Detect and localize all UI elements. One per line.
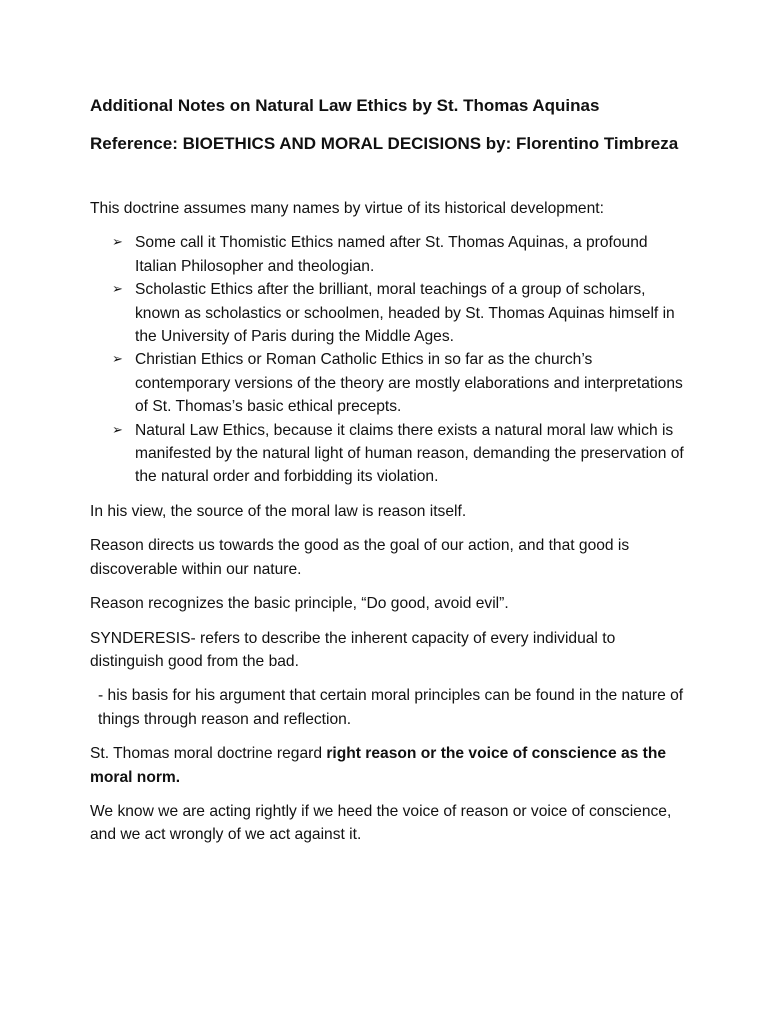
paragraph-reason-directs: Reason directs us towards the good as the goal of our action, and that good is discoverable within our nature. — [90, 537, 630, 578]
moral-norm-emphasis: right reason or the voice of conscience as the moral norm. — [90, 745, 667, 786]
list-item-text: Natural Law Ethics, because it claims there exists a natural moral law which is manifested by the natural light of human reason, demanding the preservation of the natural order and forbidding its violation. — [135, 421, 684, 486]
document-title: Additional Notes on Natural Law Ethics by St. Thomas Aquinas — [90, 96, 600, 115]
list-item — [90, 231, 690, 278]
intro-paragraph: This doctrine assumes many names by virtue of its historical development: — [90, 200, 604, 217]
arrow-bullet-icon: ➢ — [112, 422, 123, 438]
list-item — [90, 278, 690, 348]
names-list — [90, 231, 690, 488]
arrow-bullet-icon: ➢ — [112, 282, 123, 298]
list-item-text: Scholastic Ethics after the brilliant, moral teachings of a group of scholars, known as scholastics or schoolmen, headed by St. Thomas Aquinas himself in the University of Paris during the Middle Ages. — [135, 281, 675, 346]
paragraph-basic-principle: Reason recognizes the basic principle, “Do good, avoid evil”. — [90, 595, 509, 613]
list-item — [90, 419, 690, 489]
paragraph-moral-law-source: In his view, the source of the moral law is reason itself. — [90, 502, 467, 520]
paragraph-basis: - his basis for his argument that certain moral principles can be found in the nature of things through reason and reflection. — [98, 687, 684, 728]
reference-line: Reference: BIOETHICS AND MORAL DECISIONS by: Florentino Timbreza — [90, 134, 679, 153]
list-item — [90, 348, 690, 418]
arrow-bullet-icon: ➢ — [112, 352, 123, 368]
moral-norm-prefix: St. Thomas moral doctrine regard — [90, 745, 327, 763]
document-body — [90, 94, 690, 847]
paragraph-moral-norm — [90, 742, 690, 789]
list-item-text: Some call it Thomistic Ethics named after St. Thomas Aquinas, a profound Italian Philosopher and theologian. — [135, 234, 648, 275]
arrow-bullet-icon: ➢ — [112, 235, 123, 251]
paragraph-synderesis: SYNDERESIS- refers to describe the inherent capacity of every individual to distinguish good from the bad. — [90, 629, 616, 670]
list-item-text: Christian Ethics or Roman Catholic Ethics in so far as the church’s contemporary versions of the theory are mostly elaborations and interpretations of St. Thomas’s basic ethical precepts. — [135, 351, 683, 416]
paragraph-acting-rightly: We know we are acting rightly if we heed the voice of reason or voice of conscience, and we act wrongly of we act against it. — [90, 802, 672, 844]
